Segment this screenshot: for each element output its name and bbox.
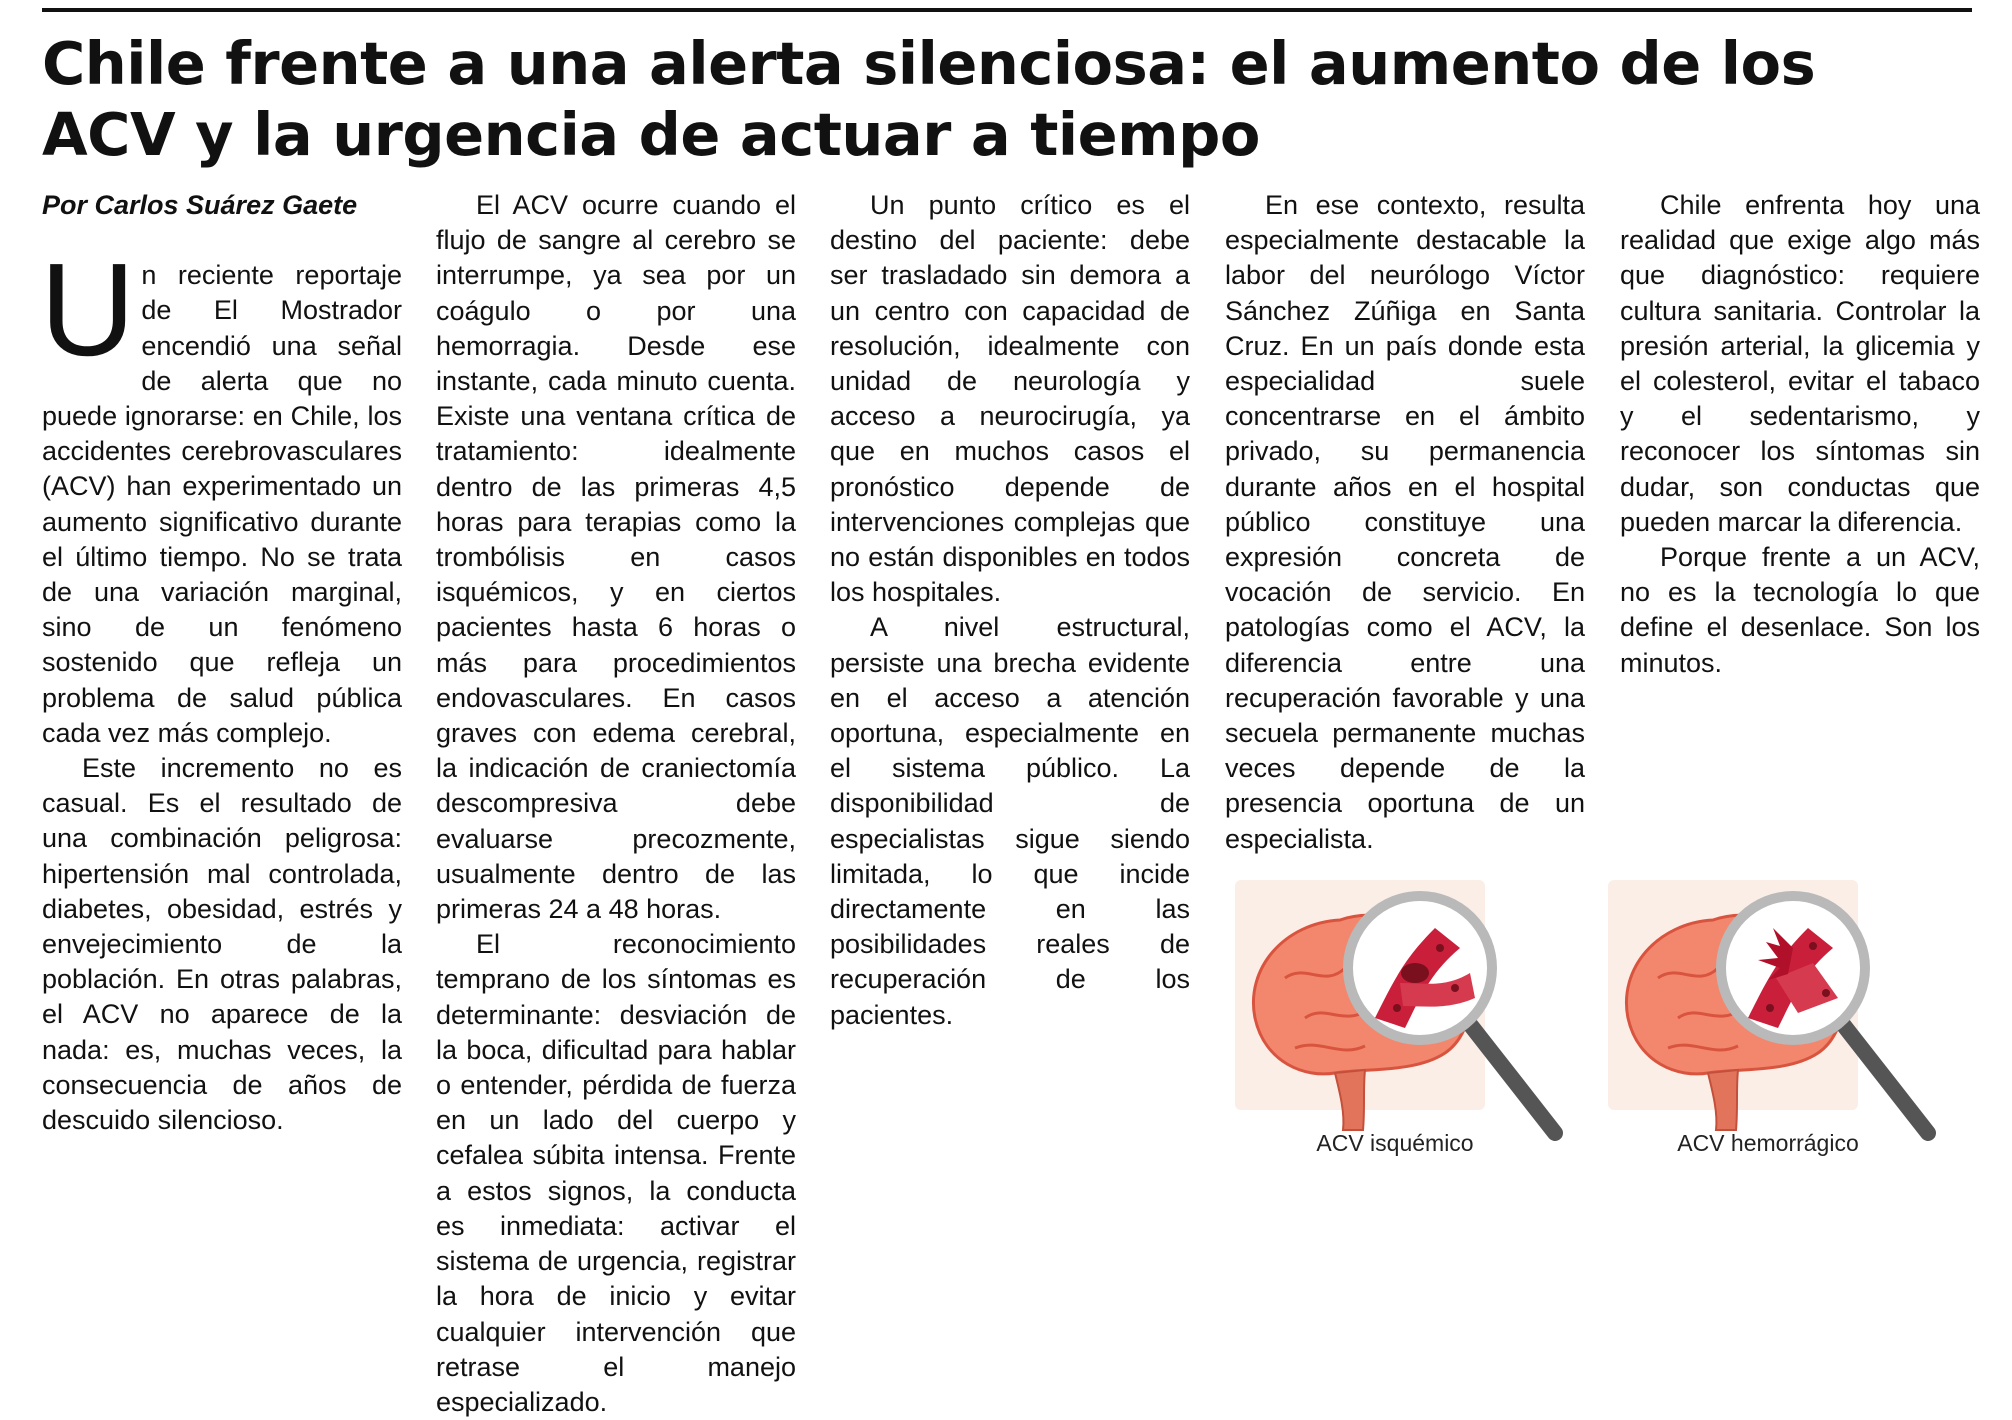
- paragraph-7: En ese contexto, resulta especialmente destacable la labor del neurólogo Víctor Sánchez Zúñiga en Santa Cruz. En un país donde esta especialidad suele concentrarse en el ámbito privado, su permanencia durante años en el hospital público constituye una expresión concreta de vocación de servicio. En patologías como el ACV, la diferencia entre una recuperación favorable y una secuela permanente muchas veces depende de la presencia oportuna de un especialista.: [1225, 190, 1585, 854]
- brain-hemorrhage-magnifier-icon: [1598, 868, 1938, 1168]
- paragraph-1: [40, 236, 402, 751]
- paragraph-3: El ACV ocurre cuando el flujo de sangre al cerebro se interrumpe, ya sea por un coágulo o por una hemorragia. Desde ese instante, cada minuto cuenta. Existe una ventana crítica de tratamiento: idealmente dentro de las primeras 4,5 horas para terapias como la trombólisis en casos isquémicos, y en ciertos pacientes hasta 6 horas o más para procedimientos endovasculares. En casos graves con edema cerebral, la indicación de craniectomía descompresiva debe evaluarse precozmente, usualmente dentro de las primeras 24 a 48 horas.: [436, 190, 796, 925]
- paragraph-5: Un punto crítico es el destino del paciente: debe ser trasladado sin demora a un centro con capacidad de resolución, idealmente con unidad de neurología y acceso a neurocirugía, ya que en muchos casos el pronóstico depende de intervenciones complejas que no están disponibles en todos los hospitales.: [830, 190, 1190, 608]
- figure-caption-ischemic: ACV isquémico: [1316, 1130, 1474, 1156]
- paragraph-9: Porque frente a un ACV, no es la tecnología lo que define el desenlace. Son los minutos.: [1620, 542, 1980, 678]
- figure-hemorrhagic: [1598, 868, 1938, 1168]
- headline: Chile frente a una alerta silenciosa: el aumento de los ACV y la urgencia de actuar a tiempo: [42, 29, 1816, 169]
- dropcap: U: [40, 236, 136, 384]
- paragraph-4: El reconocimiento temprano de los síntomas es determinante: desviación de la boca, dificultad para hablar o entender, pérdida de fuerza en un lado del cuerpo y cefalea súbita intensa. Frente a estos signos, la conducta es inmediata: activar el sistema de urgencia, registrar la hora de inicio y evitar cualquier intervención que retrase el manejo especializado.: [436, 929, 796, 1417]
- column-1: [42, 188, 402, 1178]
- paragraph-6: A nivel estructural, persiste una brecha evidente en el acceso a atención oportuna, especialmente en el sistema público. La disponibilidad de especialistas sigue siendo limitada, lo que incide directamente en las posibilidades reales de recuperación de los pacientes.: [830, 612, 1190, 1030]
- top-rule: [42, 8, 1972, 12]
- paragraph-8: Chile enfrenta hoy una realidad que exige algo más que diagnóstico: requiere cultura sanitaria. Controlar la presión arterial, la glicemia y el colesterol, evitar el tabaco y el sedentarismo, y reconocer los síntomas sin dudar, son conductas que pueden marcar la diferencia.: [1620, 190, 1980, 537]
- column-3: [830, 188, 1190, 1178]
- column-2: [436, 188, 796, 1417]
- figure-ischemic: [1225, 868, 1565, 1168]
- brain-clot-magnifier-icon: [1225, 868, 1565, 1168]
- paragraph-2: Este incremento no es casual. Es el resultado de una combinación peligrosa: hipertensión mal controlada, diabetes, obesidad, estrés y envejecimiento de la población. En otras palabras, el ACV no aparece de la nada: es, muchas veces, la consecuencia de años de descuido silencioso.: [42, 753, 402, 1136]
- figure-caption-hemorrhagic: ACV hemorrágico: [1677, 1130, 1859, 1156]
- column-4: [1225, 188, 1585, 854]
- paragraph-1-text: n reciente reportaje de El Mostrador encendió una señal de alerta que no puede ignorarse: en Chile, los accidentes cerebrovasculares (ACV) han experimentado un aumento significativo durante el último tiempo. No se trata de una variación marginal, sino de un fenómeno sostenido que refleja un problema de salud pública cada vez más complejo.: [42, 260, 402, 748]
- byline: Por Carlos Suárez Gaete: [42, 190, 358, 220]
